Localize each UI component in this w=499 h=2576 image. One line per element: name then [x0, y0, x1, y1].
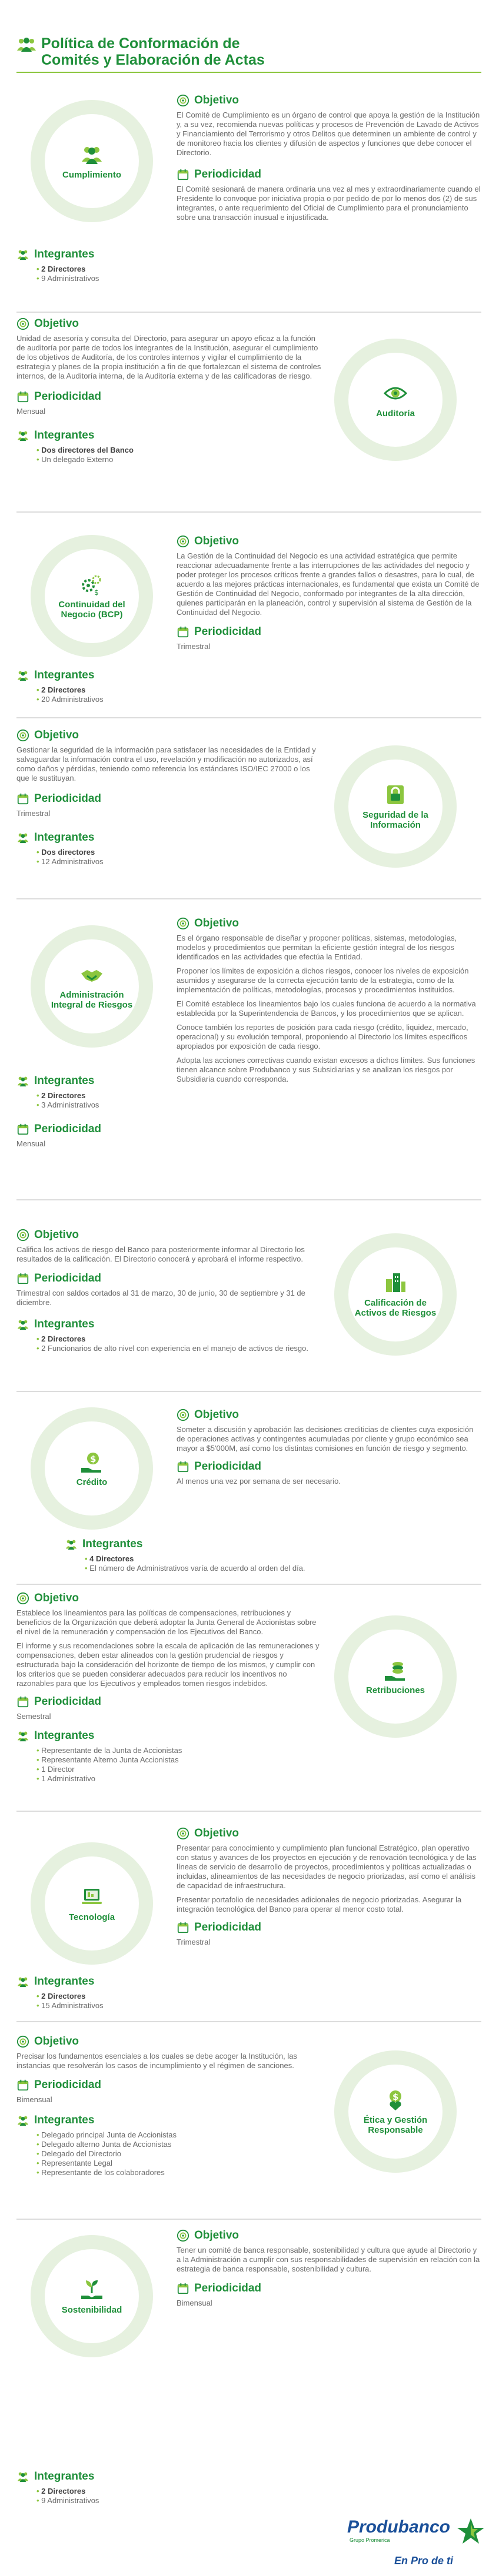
brand-name: Produbanco [347, 2517, 451, 2537]
periodicidad-text: Bimensual [16, 2095, 52, 2104]
integrantes-heading: Integrantes [16, 2470, 164, 2483]
buildings-icon [384, 1271, 407, 1294]
periodicidad-heading: Periodicidad [177, 1460, 483, 1473]
title-line-2: Comités y Elaboración de Actas [41, 52, 265, 68]
objetivo-heading: Objetivo [16, 317, 322, 330]
periodicidad-text: Trimestral [16, 809, 51, 818]
brand-group: Grupo Promerica [350, 2537, 390, 2543]
integrantes-list [16, 1334, 322, 1353]
objetivo-heading: Objetivo [177, 1409, 483, 1421]
people-group-icon [16, 38, 36, 52]
target-icon [177, 94, 189, 107]
periodicidad-heading: Periodicidad [16, 390, 322, 403]
integrantes-heading: Integrantes [16, 1975, 164, 1988]
objetivo-paragraph: El informe y sus recomendaciones sobre la escala de aplicación de las remuneraciones y compensaciones, deben estar alineados con la gestión prudencial de riesgos y estructurada bajo la consideración del horizonte de tiempo de los mismos, y cumplir con los criterios que se pueden considerar adecuados para reducir los incentivos no razonables para que los Ejecutivos y empleados tomen riesgos indebidos. [16, 1641, 320, 1688]
objetivo-heading: Objetivo [16, 729, 322, 742]
people-icon [16, 1729, 29, 1742]
calendar-icon [16, 390, 29, 403]
periodicidad-heading: Periodicidad [177, 2282, 483, 2295]
periodicidad-text: Bimensual [177, 2299, 212, 2307]
integrantes-heading: Integrantes [16, 248, 164, 261]
objetivo-paragraph: Conoce también los reportes de posición para cada riesgo (crédito, liquidez, mercado, operacional) y su evolución temporal, proponiendo al Directorio los límites específicos apropiados por exposición de cada riesgo. [177, 1023, 468, 1051]
objetivo-text: La Gestión de la Continuidad del Negocio es una actividad estratégica que permite reaccionar adecuadamente frente a las interrupciones de las actividades del negocio y poder proteger los procesos críticos frente a grandes fallos o desastres, para lo cual, de acuerdo a las mejores prácticas internacionales, es fundamental que exista un Comité de Gestión de Continuidad del Negocio, conformado por integrantes de la alta dirección, quienes participarán en la planeación, control y supervisión al sistema de Gestión de la Continuidad del Negocio. [177, 551, 480, 617]
committee-name: Crédito [76, 1477, 108, 1487]
people-icon [16, 2114, 29, 2127]
committee-badge [31, 2235, 153, 2357]
periodicidad-heading: Periodicidad [16, 1695, 322, 1708]
people-icon [16, 1975, 29, 1988]
title-divider [16, 72, 481, 73]
periodicidad-text: Trimestral [177, 1938, 211, 1946]
list-item: • Un delegado Externo [36, 455, 322, 464]
page-title [16, 35, 475, 68]
list-item: • 2 Directores [36, 2487, 164, 2496]
money-hand-icon [80, 1450, 104, 1474]
people-icon [16, 1318, 29, 1331]
target-icon [177, 535, 189, 548]
integrantes-heading: Integrantes [65, 1538, 371, 1551]
calendar-icon [177, 625, 189, 638]
divider [16, 2219, 481, 2220]
committee-name: Retribuciones [365, 1685, 425, 1695]
list-item: • 1 Administrativo [36, 1774, 322, 1784]
people-icon [65, 1538, 78, 1551]
list-item: • Representante Alterno Junta Accionistas [36, 1755, 322, 1765]
periodicidad-text: El Comité sesionará de manera ordinaria una vez al mes y extraordinariamente cuando el Presidente lo convoque por iniciativa propia o por pedido de por lo menos dos (2) de sus integrantes, o ante requerimiento del Oficial de Cumplimiento para el pronunciamiento sobre una transacción inusual e injustificada. [177, 185, 481, 222]
integrantes-list [16, 685, 164, 704]
committee-name: Continuidad del Negocio (BCP) [58, 600, 125, 620]
integrantes-list [16, 265, 164, 283]
calendar-icon [16, 1272, 29, 1285]
committee-name: Cumplimiento [62, 169, 121, 180]
target-icon [177, 1409, 189, 1421]
objetivo-text: Tener un comité de banca responsable, sostenibilidad y cultura que ayude al Directorio y a la Administración a cumplir con sus responsabilidades de supervisión en relación con la estrategia de banca responsable, sostenibilidad y cultura. [177, 2246, 480, 2273]
divider [16, 312, 481, 313]
committee-badge [31, 100, 153, 222]
title-line-1: Política de Conformación de [41, 35, 240, 52]
gears-icon [80, 573, 104, 596]
people-icon [16, 248, 29, 261]
list-item: • 2 Funcionarios de alto nivel con experiencia en el manejo de activos de riesgo. [36, 1344, 322, 1353]
calendar-icon [16, 792, 29, 805]
divider [16, 1199, 481, 1200]
list-item: • 2 Directores [36, 1334, 322, 1344]
committee-name: Seguridad de la Información [362, 810, 428, 830]
committee-name: Administración Integral de Riesgos [51, 990, 133, 1010]
integrantes-heading: Integrantes [16, 1318, 322, 1331]
list-item: • 2 Directores [36, 1992, 164, 2001]
committee-name: Tecnología [68, 1912, 115, 1922]
periodicidad-text: Trimestral [177, 642, 211, 651]
calendar-icon [16, 1695, 29, 1708]
list-item: • 1 Director [36, 1765, 322, 1774]
brand-slogan: En Pro de ti [394, 2555, 454, 2567]
objetivo-text: Unidad de asesoría y consulta del Directorio, para asegurar un apoyo eficaz a la función de auditoría por parte de todos los integrantes de la Institución, asegurar el cumplimiento de los objetivos de Auditoría, de los controles internos y vigilar el cumplimiento de la estrategia y planes de la propia institución a fin de que fortalezcan el sistema de controles internos, de la Auditoría interna, de la Auditoría externa y de las calificadoras de riesgo. [16, 334, 321, 380]
target-icon [177, 1827, 189, 1840]
committee-name: Auditoría [376, 408, 415, 419]
integrantes-list [65, 1554, 371, 1573]
people-icon [16, 2470, 29, 2483]
periodicidad-text: Al menos una vez por semana de ser necesario. [177, 1477, 341, 1486]
eye-icon [384, 382, 407, 405]
periodicidad-heading: Periodicidad [16, 792, 322, 805]
integrantes-heading: Integrantes [16, 1729, 322, 1742]
periodicidad-text: Mensual [16, 1139, 46, 1148]
objetivo-paragraph: El Comité establece los lineamientos bajo los cuales funciona de acuerdo a la normativa establecida por la Superintendencia de Bancos, y los procedimientos que se aplican. [177, 999, 476, 1018]
integrantes-heading: Integrantes [16, 2114, 322, 2127]
target-icon [16, 2035, 29, 2048]
integrantes-list [16, 2487, 164, 2505]
objetivo-heading: Objetivo [177, 535, 483, 548]
calendar-icon [177, 168, 189, 181]
list-item: • 2 Directores [36, 1091, 164, 1100]
calendar-icon [177, 2282, 189, 2295]
handshake-icon [80, 963, 104, 986]
periodicidad-heading: Periodicidad [16, 2079, 322, 2092]
list-item: • Delegado alterno Junta de Accionistas [36, 2140, 322, 2149]
periodicidad-heading: Periodicidad [16, 1123, 164, 1136]
people-group-icon [80, 143, 104, 166]
list-item: • 15 Administrativos [36, 2001, 164, 2010]
integrantes-heading: Integrantes [16, 1075, 164, 1088]
integrantes-list [16, 1091, 164, 1110]
list-item: • Representante de la Junta de Accionistas [36, 1746, 322, 1755]
objetivo-heading: Objetivo [177, 2229, 483, 2242]
list-item: • 2 Directores [36, 685, 164, 695]
brand-logo [347, 2517, 488, 2567]
integrantes-list [16, 2130, 322, 2177]
divider [16, 1811, 481, 1812]
integrantes-list [16, 848, 322, 867]
periodicidad-text: Mensual [16, 407, 46, 416]
list-item: • Dos directores del Banco [36, 446, 322, 455]
padlock-icon [384, 783, 407, 807]
people-icon [16, 669, 29, 682]
list-item: • 9 Administrativos [36, 274, 164, 283]
committee-badge [31, 925, 153, 1048]
objetivo-heading: Objetivo [177, 917, 483, 930]
laptop-icon [80, 1885, 104, 1909]
list-item: • 3 Administrativos [36, 1100, 164, 1110]
integrantes-heading: Integrantes [16, 831, 322, 844]
people-icon [16, 429, 29, 442]
objetivo-heading: Objetivo [177, 94, 483, 107]
target-icon [16, 729, 29, 742]
objetivo-text: Califica los activos de riesgo del Banco para posteriormente informar al Directorio los resultados de la calificación. El Directorio conocerá y aprobará el informe respectivo. [16, 1245, 305, 1263]
target-icon [16, 1229, 29, 1242]
integrantes-list [16, 446, 322, 464]
committee-badge [31, 1407, 153, 1530]
committee-name: Calificación de Activos de Riesgos [354, 1298, 437, 1318]
calendar-icon [16, 2079, 29, 2092]
integrantes-list [16, 1992, 164, 2010]
list-item: • Delegado del Directorio [36, 2149, 322, 2159]
people-icon [16, 1075, 29, 1088]
objetivo-text: Someter a discusión y aprobación las decisiones crediticias de clientes cuya exposición de operaciones activas y contingentes acumuladas por cliente y grupo económico sea mayor a $5'000M, así como los distintas comisiones en función de riesgo y segmento. [177, 1425, 474, 1453]
objetivo-heading: Objetivo [16, 1592, 322, 1605]
objetivo-text: Precisar los fundamentos esenciales a los cuales se debe acoger la Institución, las instancias que resolverán los casos de incumplimiento y el régimen de sanciones. [16, 2052, 297, 2070]
periodicidad-text: Semestral [16, 1712, 51, 1721]
calendar-icon [16, 1123, 29, 1136]
target-icon [16, 1592, 29, 1605]
committee-name: Sostenibilidad [61, 2304, 122, 2315]
objetivo-text: El Comité de Cumplimiento es un órgano de control que apoya la gestión de la Institución y, a su vez, recomienda nuevas políticas y procesos de Prevención de Lavado de Activos y Financiamiento del Terrorismo y otros Delitos que determinen un ambiente de control y de monitoreo hacia los clientes y difusión de aspectos y funciones que debe conocer el Directorio. [177, 111, 480, 157]
list-item: • Dos directores [36, 848, 322, 857]
objetivo-paragraph: Adopta las acciones correctivas cuando existan excesos a dichos límites. Sus funciones tienen alcance sobre Produbanco y sus Subsidiarias y se analizan los riesgos por Subsidiaria cuando corresponda. [177, 1056, 475, 1083]
objetivo-heading: Objetivo [16, 2035, 322, 2048]
calendar-icon [177, 1921, 189, 1934]
periodicidad-heading: Periodicidad [16, 1272, 322, 1285]
divider [16, 2021, 481, 2022]
committee-badge [334, 2050, 457, 2173]
divider [16, 898, 481, 899]
star-logo-icon [457, 2517, 485, 2545]
list-item: • 12 Administrativos [36, 857, 322, 867]
committee-badge [334, 745, 457, 868]
list-item: • El número de Administrativos varía de acuerdo al orden del día. [85, 1564, 371, 1573]
objetivo-heading: Objetivo [177, 1827, 483, 1840]
coin-heart-icon [384, 2088, 407, 2112]
calendar-icon [177, 1460, 189, 1473]
periodicidad-heading: Periodicidad [177, 168, 483, 181]
integrantes-heading: Integrantes [16, 669, 164, 682]
target-icon [177, 917, 189, 930]
committee-badge [334, 1615, 457, 1738]
integrantes-heading: Integrantes [16, 429, 322, 442]
objetivo-paragraph: Es el órgano responsable de diseñar y proponer políticas, sistemas, metodologías, modelos y procedimientos que permitan la eficiente gestión integral de los riesgos identificados en las actividades que efectúa la Entidad. [177, 934, 457, 961]
committee-name: Ética y Gestión Responsable [363, 2115, 428, 2135]
committee-badge [31, 1842, 153, 1965]
plant-hands-icon [80, 2278, 104, 2301]
list-item: • 4 Directores [85, 1554, 371, 1564]
periodicidad-heading: Periodicidad [177, 625, 483, 638]
target-icon [16, 317, 29, 330]
target-icon [177, 2229, 189, 2242]
list-item: • 9 Administrativos [36, 2496, 164, 2505]
periodicidad-text: Trimestral con saldos cortados al 31 de marzo, 30 de junio, 30 de septiembre y 31 de diciembre. [16, 1289, 305, 1307]
list-item: • Delegado principal Junta de Accionistas [36, 2130, 322, 2140]
divider [16, 717, 481, 718]
objetivo-text: Gestionar la seguridad de la información para satisfacer las necesidades de la Entidad y salvaguardar la información contra el uso, revelación y modificación no autorizados, así como daños y pérdidas, teniendo como referencia los estándares ISO/IEC 27000 o los que le sustituyan. [16, 745, 316, 782]
objetivo-paragraph: Proponer los límites de exposición a dichos riesgos, conocer los niveles de exposición asumidos y asegurarse de la correcta ejecución tanto de la estrategia, como de la implementación de políticas, metodologías, procesos y procedimientos instituidos. [177, 966, 469, 994]
committee-badge [334, 339, 457, 461]
people-icon [16, 831, 29, 844]
divider [16, 1391, 481, 1392]
list-item: • Representante Legal [36, 2159, 322, 2168]
list-item: • Representante de los colaboradores [36, 2168, 322, 2177]
objetivo-heading: Objetivo [16, 1229, 322, 1242]
list-item: • 20 Administrativos [36, 695, 164, 704]
divider [16, 511, 481, 513]
divider [16, 1584, 481, 1585]
objetivo-paragraph: Presentar portafolio de necesidades adicionales de negocio priorizadas. Asegurar la integración tecnológica del Banco para operar al menor costo total. [177, 1895, 462, 1913]
coins-hand-icon [384, 1658, 407, 1682]
objetivo-paragraph: Presentar para conocimiento y cumplimiento plan funcional Estratégico, plan operativo con status y avances de los proyectos en ejecución y de renovación tecnológica y de las líneas de servicio de desarrollo de proyectos, procedimientos y políticas actualizadas o incluidas, alineamientos de las necesidades de negocio priorizadas, así como el análisis de capacidad de infraestructura. [177, 1844, 477, 1890]
list-item: • 2 Directores [36, 265, 164, 274]
committee-badge [334, 1233, 457, 1356]
committee-badge [31, 535, 153, 657]
periodicidad-heading: Periodicidad [177, 1921, 483, 1934]
integrantes-list [16, 1746, 322, 1784]
objetivo-paragraph: Establece los lineamientos para las políticas de compensaciones, retribuciones y beneficios de la Organización que deberá adoptar la Junta General de Accionistas sobre el nivel de la remuneración y compensación de los Ejecutivos del Banco. [16, 1608, 317, 1636]
